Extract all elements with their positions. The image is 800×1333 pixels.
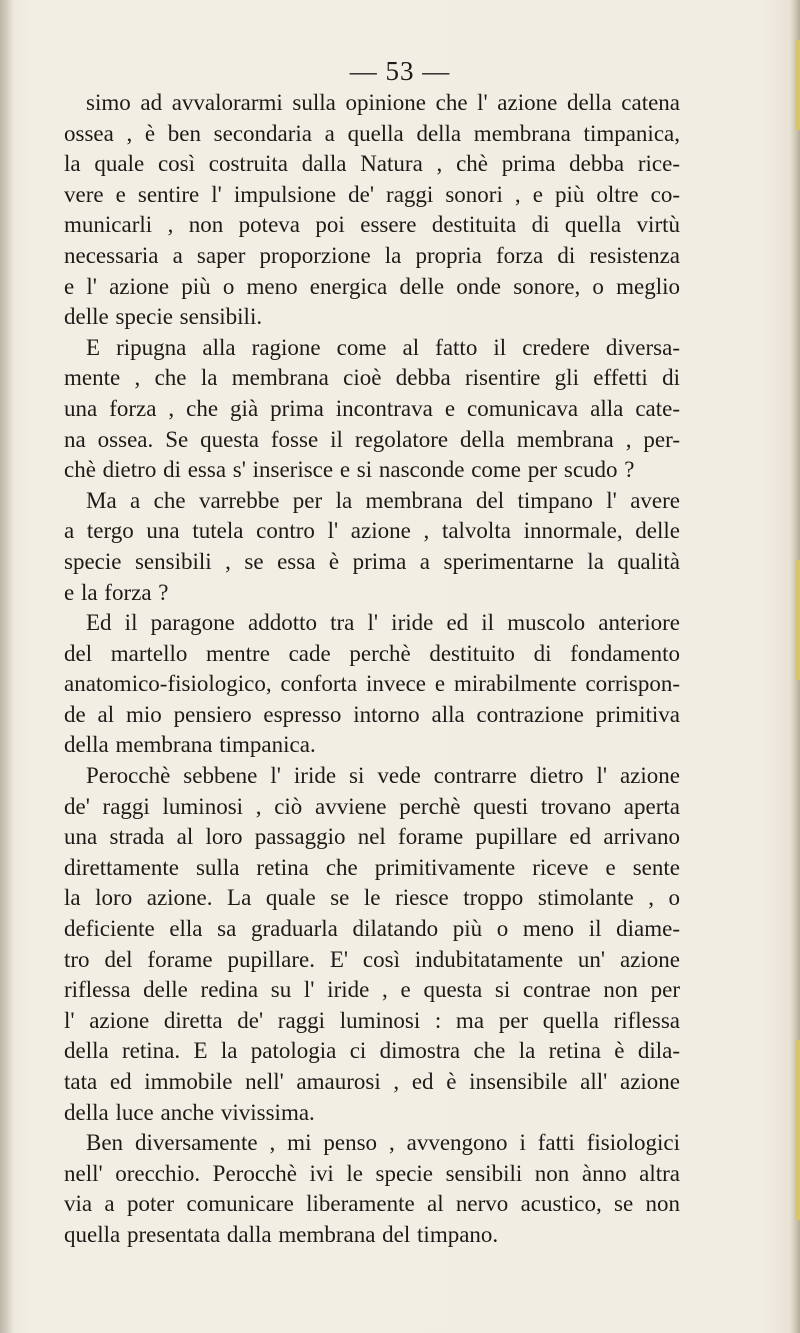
text-line: simo ad avvalorarmi sulla opinione che l' azione della catena: [86, 90, 680, 115]
text-line: Ben diversamente , mi penso , avvengono i fatti fisiologici: [86, 1130, 680, 1156]
text-line: della membrana timpanica.: [64, 732, 316, 758]
edge-tint: [795, 560, 800, 680]
text-line: tata ed immobile nell' amaurosi , ed è insensibile all' azione: [64, 1069, 680, 1094]
text-line: de al mio pensiero espresso intorno alla contrazione primitiva: [64, 701, 680, 727]
text-line: una forza , che già prima incontrava e comunicava alla cate-: [64, 395, 680, 421]
text-line: deficiente ella sa graduarla dilatando più o meno il diame-: [64, 916, 680, 942]
paragraph: [64, 333, 680, 486]
text-line: del martello mentre cade perchè destituito di fondamento: [64, 640, 680, 666]
paragraph: [64, 1128, 680, 1250]
page-number: — 53 —: [349, 56, 451, 86]
text-line: de' raggi luminosi , ciò avviene perchè questi trovano aperta: [64, 793, 680, 819]
text-line: e la forza ?: [64, 579, 169, 605]
text-line: la loro azione. La quale se le riesce troppo stimolante , o: [64, 885, 680, 911]
text-line: mente , che la membrana cioè debba risentire gli effetti di: [64, 365, 680, 391]
text-line: ossea , è ben secondaria a quella della membrana timpanica,: [64, 120, 680, 146]
paragraph: [64, 608, 680, 761]
text-line: riflessa delle redina su l' iride , e questa si contrae non per: [64, 977, 680, 1003]
text-line: necessaria a saper proporzione la propria forza di resistenza: [64, 242, 680, 268]
text-line: una strada al loro passaggio nel forame pupillare ed arrivano: [64, 824, 680, 850]
edge-tint: [795, 1040, 800, 1220]
text-line: delle specie sensibili.: [64, 304, 263, 330]
paragraph: [64, 486, 680, 608]
text-line: tro del forame pupillare. E' così indubitatamente un' azione: [64, 946, 680, 972]
text-line: specie sensibili , se essa è prima a sperimentarne la qualità: [64, 548, 680, 574]
page-edge: [790, 0, 800, 1333]
text-line: della retina. E la patologia ci dimostra che la retina è dila-: [64, 1038, 680, 1064]
text-line: anatomico-fisiologico, conforta invece e mirabilmente corrispon-: [64, 671, 680, 697]
paragraph: [64, 88, 680, 333]
text-line: e l' azione più o meno energica delle onde sonore, o meglio: [64, 273, 680, 299]
binding-shadow: [0, 0, 14, 1333]
text-line: Perocchè sebbene l' iride si vede contrarre dietro l' azione: [86, 763, 680, 789]
paragraph: [64, 761, 680, 1128]
text-line: a tergo una tutela contro l' azione , talvolta innormale, delle: [64, 518, 680, 544]
text-line: E ripugna alla ragione come al fatto il credere diversa-: [86, 334, 680, 360]
text-line: nell' orecchio. Perocchè ivi le specie sensibili non ànno altra: [64, 1160, 680, 1186]
text-line: direttamente sulla retina che primitivamente riceve e sente: [64, 854, 680, 880]
text-line: vere e sentire l' impulsione de' raggi sonori , e più oltre co-: [64, 181, 680, 207]
text-line: quella presentata dalla membrana del timpano.: [64, 1221, 499, 1247]
text-line: municarli , non poteva poi essere destituita di quella virtù: [64, 212, 680, 238]
text-line: Ed il paragone addotto tra l' iride ed il muscolo anteriore: [86, 610, 680, 636]
text-line: Ma a che varrebbe per la membrana del timpano l' avere: [86, 487, 680, 513]
text-line: na ossea. Se questa fosse il regolatore della membrana , per-: [64, 426, 680, 452]
body-text: [64, 88, 680, 1251]
text-line: della luce anche vivissima.: [64, 1099, 315, 1125]
text-line: via a poter comunicare liberamente al nervo acustico, se non: [64, 1191, 680, 1217]
text-line: chè dietro di essa s' inserisce e si nasconde come per scudo ?: [64, 457, 635, 483]
text-line: l' azione diretta de' raggi luminosi : ma per quella riflessa: [64, 1007, 680, 1033]
text-line: la quale così costruita dalla Natura , chè prima debba rice-: [64, 151, 680, 177]
